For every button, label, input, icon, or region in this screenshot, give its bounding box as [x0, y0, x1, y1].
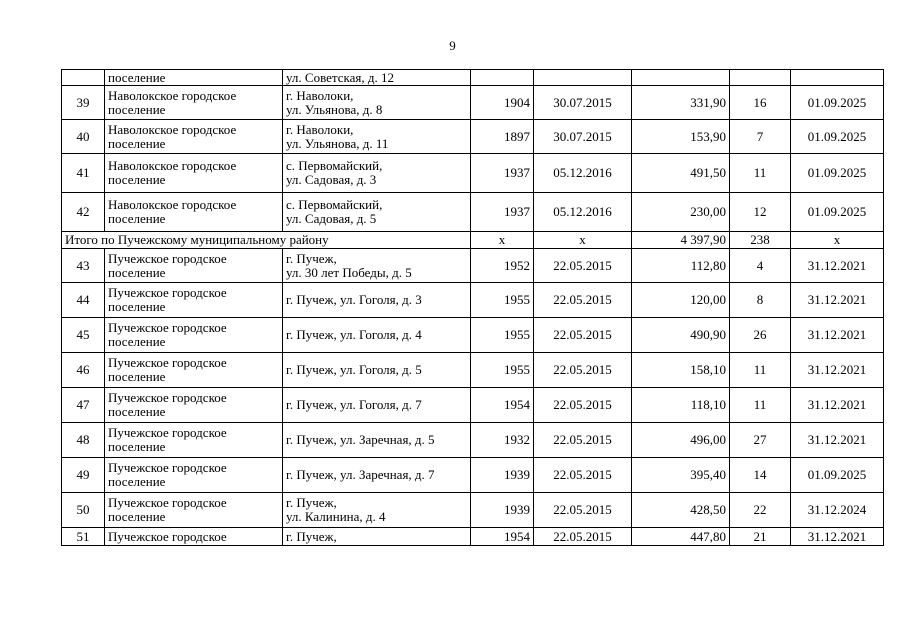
cell-area: 496,00	[632, 423, 730, 458]
cell-count: 21	[730, 528, 791, 546]
cell-settlement-line: Пучежское городское	[108, 425, 227, 440]
cell-year: 1939	[471, 458, 534, 493]
cell-address-line: ул. Садовая, д. 5	[286, 211, 377, 226]
cell-deadline	[791, 70, 884, 86]
page-number: 9	[449, 38, 456, 53]
cell-settlement-line: поселение	[108, 135, 166, 151]
cell-address-line: ул. Садовая, д. 3	[286, 172, 377, 187]
cell-settlement-line: Пучежское городское	[108, 355, 227, 370]
cell-settlement	[105, 193, 283, 232]
cell-settlement-line: поселение	[108, 474, 166, 489]
cell-address-line: г. Наволоки,	[286, 121, 354, 137]
cell-settlement-line: Пучежское городское	[108, 390, 227, 405]
cell-settlement-line: Наволокское городское	[108, 121, 237, 137]
cell-date: 22.05.2015	[534, 388, 632, 423]
cell-year: 1937	[471, 193, 534, 232]
cell-address	[283, 154, 471, 193]
cell-settlement-line: поселение	[108, 369, 166, 384]
cell-date: 22.05.2015	[534, 423, 632, 458]
table-row	[62, 249, 884, 283]
cell-settlement	[105, 318, 283, 353]
cell-date: х	[534, 232, 632, 249]
cell-year: 1954	[471, 528, 534, 546]
cell-date: 22.05.2015	[534, 283, 632, 318]
table-row	[62, 353, 884, 388]
cell-date: 22.05.2015	[534, 528, 632, 546]
cell-address	[283, 318, 471, 353]
cell-count: 22	[730, 493, 791, 528]
cell-num: 41	[62, 154, 105, 193]
table-row	[62, 120, 884, 154]
cell-area: 447,80	[632, 528, 730, 546]
cell-address: ул. Советская, д. 12	[283, 70, 471, 86]
cell-address-line: г. Наволоки,	[286, 87, 354, 103]
cell-num: 43	[62, 249, 105, 283]
cell-address-line: с. Первомайский,	[286, 197, 383, 212]
cell-year: 1955	[471, 318, 534, 353]
cell-num: 40	[62, 120, 105, 154]
cell-address	[283, 353, 471, 388]
cell-deadline: х	[791, 232, 884, 249]
cell-deadline: 31.12.2021	[791, 353, 884, 388]
cell-settlement-line: Наволокское городское	[108, 87, 237, 103]
cell-settlement-line: Наволокское городское	[108, 197, 237, 212]
cell-address	[283, 388, 471, 423]
cell-address-line: г. Пучеж, ул. Заречная, д. 5	[286, 432, 435, 447]
cell-count: 27	[730, 423, 791, 458]
cell-settlement-line: поселение	[108, 439, 166, 454]
cell-deadline: 01.09.2025	[791, 86, 884, 120]
cell-address-line: ул. 30 лет Победы, д. 5	[286, 264, 412, 280]
cell-deadline: 31.12.2021	[791, 249, 884, 283]
cell-address	[283, 493, 471, 528]
cell-deadline: 31.12.2021	[791, 423, 884, 458]
cell-num: 45	[62, 318, 105, 353]
cell-count: 8	[730, 283, 791, 318]
cell-date: 05.12.2016	[534, 154, 632, 193]
cell-year: 1932	[471, 423, 534, 458]
cell-year: 1937	[471, 154, 534, 193]
cell-date: 22.05.2015	[534, 458, 632, 493]
cell-address-line: г. Пучеж,	[286, 495, 337, 510]
cell-count: 4	[730, 249, 791, 283]
cell-settlement-line: поселение	[108, 211, 166, 226]
cell-settlement-line: поселение	[108, 101, 166, 117]
table-row	[62, 423, 884, 458]
cell-settlement-line: поселение	[108, 509, 166, 524]
cell-area: 331,90	[632, 86, 730, 120]
cell-num: 49	[62, 458, 105, 493]
table-row	[62, 154, 884, 193]
cell-address-line: г. Пучеж, ул. Гоголя, д. 5	[286, 362, 422, 377]
cell-settlement-line: Пучежское городское	[108, 285, 227, 300]
cell-settlement: поселение	[105, 70, 283, 86]
cell-address	[283, 193, 471, 232]
cell-settlement	[105, 423, 283, 458]
cell-address	[283, 283, 471, 318]
cell-settlement	[105, 458, 283, 493]
cell-area: 120,00	[632, 283, 730, 318]
cell-count: 16	[730, 86, 791, 120]
cell-area: 491,50	[632, 154, 730, 193]
cell-address-line: г. Пучеж, ул. Гоголя, д. 7	[286, 397, 422, 412]
cell-num: 50	[62, 493, 105, 528]
cell-settlement	[105, 388, 283, 423]
cell-area: 158,10	[632, 353, 730, 388]
cell-count	[730, 70, 791, 86]
cell-address-line: ул. Ульянова, д. 8	[286, 101, 383, 117]
table-row-total	[62, 232, 884, 249]
cell-year: 1954	[471, 388, 534, 423]
cell-date: 30.07.2015	[534, 120, 632, 154]
table-row	[62, 283, 884, 318]
cell-settlement-line: поселение	[108, 264, 166, 280]
cell-year: 1955	[471, 283, 534, 318]
cell-address	[283, 86, 471, 120]
cell-deadline: 31.12.2021	[791, 528, 884, 546]
cell-deadline: 01.09.2025	[791, 458, 884, 493]
cell-address-line: ул. Ульянова, д. 11	[286, 135, 389, 151]
cell-settlement	[105, 120, 283, 154]
cell-area: 230,00	[632, 193, 730, 232]
cell-area: 428,50	[632, 493, 730, 528]
cell-address-line: г. Пучеж, ул. Заречная, д. 7	[286, 467, 435, 482]
cell-date	[534, 70, 632, 86]
cell-date: 22.05.2015	[534, 353, 632, 388]
table-row	[62, 458, 884, 493]
cell-deadline: 31.12.2021	[791, 283, 884, 318]
cell-area: 112,80	[632, 249, 730, 283]
cell-area: 118,10	[632, 388, 730, 423]
cell-count: 11	[730, 388, 791, 423]
table-row	[62, 86, 884, 120]
cell-settlement-line: поселение	[108, 404, 166, 419]
cell-num: 44	[62, 283, 105, 318]
table-row	[62, 318, 884, 353]
cell-year: х	[471, 232, 534, 249]
cell-address-line: г. Пучеж,	[286, 250, 337, 266]
cell-settlement-line: Пучежское городское	[108, 495, 227, 510]
cell-settlement	[105, 283, 283, 318]
cell-deadline: 31.12.2024	[791, 493, 884, 528]
cell-deadline: 01.09.2025	[791, 120, 884, 154]
cell-settlement	[105, 86, 283, 120]
cell-year	[471, 70, 534, 86]
cell-deadline: 31.12.2021	[791, 388, 884, 423]
cell-num: 46	[62, 353, 105, 388]
cell-address: г. Пучеж,	[283, 528, 471, 546]
cell-date: 22.05.2015	[534, 318, 632, 353]
cell-address-line: г. Пучеж, ул. Гоголя, д. 3	[286, 292, 422, 307]
cell-address	[283, 423, 471, 458]
cell-settlement	[105, 493, 283, 528]
table-row	[62, 493, 884, 528]
cell-num: 48	[62, 423, 105, 458]
cell-settlement	[105, 154, 283, 193]
cell-count: 12	[730, 193, 791, 232]
cell-area: 4 397,90	[632, 232, 730, 249]
cell-area: 153,90	[632, 120, 730, 154]
housing-registry-table	[61, 69, 884, 546]
cell-address	[283, 249, 471, 283]
cell-area	[632, 70, 730, 86]
cell-address-line: ул. Калинина, д. 4	[286, 509, 386, 524]
table-row-continuation	[62, 70, 884, 86]
cell-settlement-line: Наволокское городское	[108, 158, 237, 173]
cell-num: 51	[62, 528, 105, 546]
cell-total-label: Итого по Пучежскому муниципальному району	[62, 232, 471, 249]
cell-year: 1952	[471, 249, 534, 283]
table-row	[62, 528, 884, 546]
cell-count: 14	[730, 458, 791, 493]
cell-num	[62, 70, 105, 86]
cell-num: 39	[62, 86, 105, 120]
cell-settlement: Пучежское городское	[105, 528, 283, 546]
cell-date: 05.12.2016	[534, 193, 632, 232]
cell-address	[283, 120, 471, 154]
cell-address-line: г. Пучеж, ул. Гоголя, д. 4	[286, 327, 422, 342]
cell-area: 395,40	[632, 458, 730, 493]
cell-date: 22.05.2015	[534, 249, 632, 283]
cell-num: 42	[62, 193, 105, 232]
cell-settlement-line: поселение	[108, 334, 166, 349]
cell-settlement	[105, 249, 283, 283]
cell-settlement-line: Пучежское городское	[108, 320, 227, 335]
cell-address	[283, 458, 471, 493]
cell-count: 7	[730, 120, 791, 154]
cell-year: 1897	[471, 120, 534, 154]
cell-year: 1904	[471, 86, 534, 120]
cell-settlement	[105, 353, 283, 388]
cell-count: 11	[730, 353, 791, 388]
cell-area: 490,90	[632, 318, 730, 353]
cell-date: 22.05.2015	[534, 493, 632, 528]
table-row	[62, 388, 884, 423]
cell-deadline: 01.09.2025	[791, 193, 884, 232]
cell-deadline: 31.12.2021	[791, 318, 884, 353]
cell-year: 1939	[471, 493, 534, 528]
cell-settlement-line: Пучежское городское	[108, 250, 227, 266]
cell-settlement-line: Пучежское городское	[108, 460, 227, 475]
cell-settlement-line: поселение	[108, 172, 166, 187]
cell-date: 30.07.2015	[534, 86, 632, 120]
cell-deadline: 01.09.2025	[791, 154, 884, 193]
cell-address-line: с. Первомайский,	[286, 158, 383, 173]
cell-count: 26	[730, 318, 791, 353]
cell-count: 238	[730, 232, 791, 249]
table-body	[62, 70, 884, 546]
cell-num: 47	[62, 388, 105, 423]
cell-year: 1955	[471, 353, 534, 388]
table-row	[62, 193, 884, 232]
cell-settlement-line: поселение	[108, 299, 166, 314]
cell-count: 11	[730, 154, 791, 193]
